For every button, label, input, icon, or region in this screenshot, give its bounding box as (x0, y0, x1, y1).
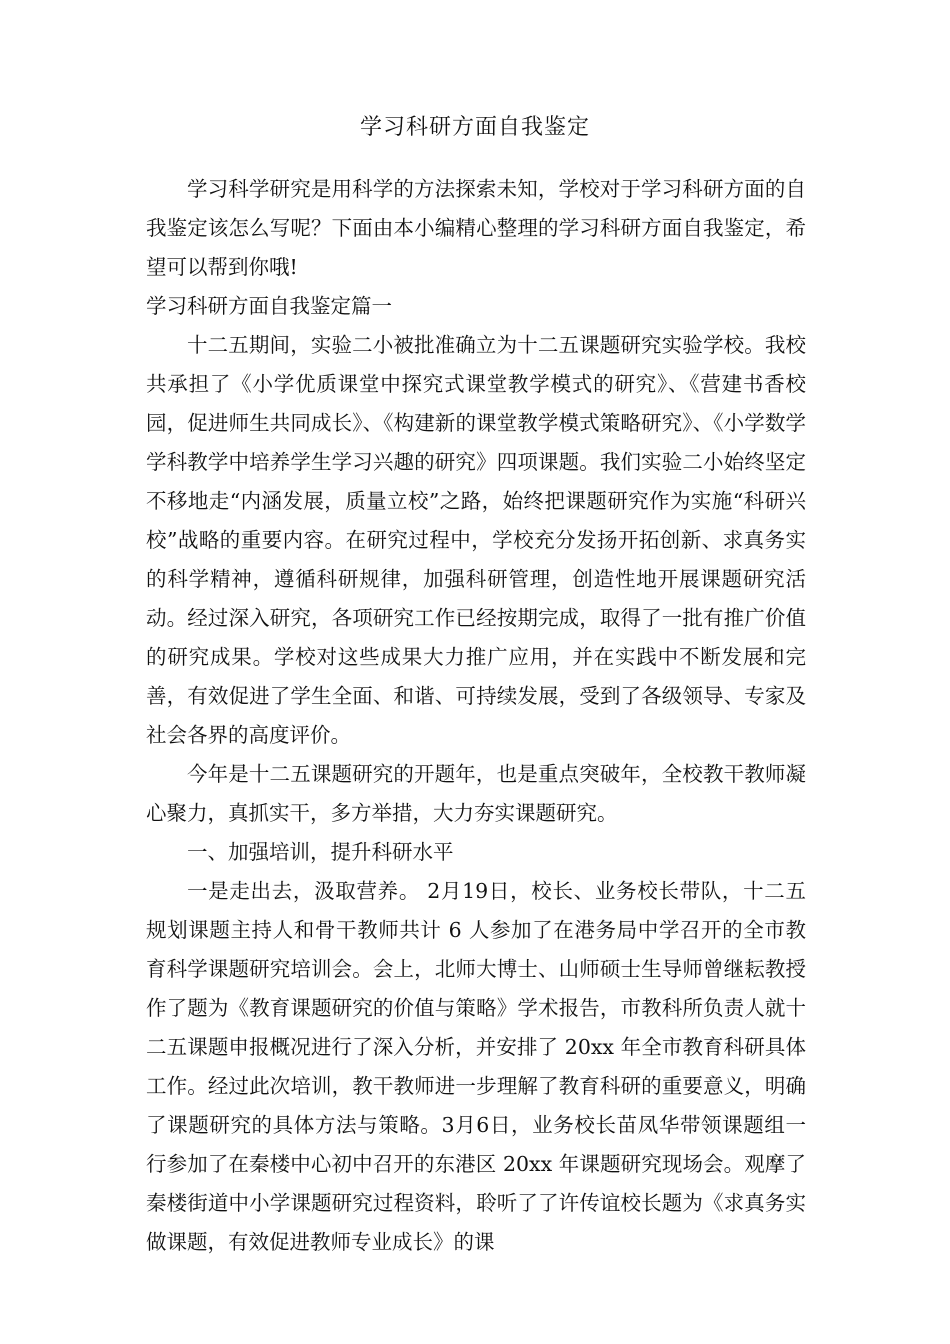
section-heading: 学习科研方面自我鉴定篇一 (146, 294, 392, 318)
body-paragraph: 一是走出去，汲取营养。 2月19日，校长、业务校长带队，十二五规划课题主持人和骨干教师共计 6 人参加了在港务局中学召开的全市教育科学课题研究培训会。会上，北师大博士、山师硕士生导师曾继耘教授作了题为《教育课题研究的价值与策略》学术报告，市教科所负责人就十二五课题申报概况进行了深入分析，并安排了 20xx 年全市教育科研具体工作。经过此次培训，教干教师进一步理解了教育科研的重要意义，明确了课题研究的具体方法与策略。3月6日，业务校长苗凤华带领课题组一行参加了在秦楼中心初中召开的东港区 20xx 年课题研究现场会。观摩了秦楼街道中小学课题研究过程资料，聆听了了许传谊校长题为《求真务实做课题，有效促进教师专业成长》的课 (146, 879, 806, 1254)
body-paragraph: 今年是十二五课题研究的开题年，也是重点突破年，全校教干教师凝心聚力，真抓实干，多方举措，大力夯实课题研究。 (146, 762, 806, 825)
body-paragraph: 十二五期间，实验二小被批准确立为十二五课题研究实验学校。我校共承担了《小学优质课堂中探究式课堂教学模式的研究》、《营建书香校园，促进师生共同成长》、《构建新的课堂教学模式策略研究》、《小学数学学科教学中培养学生学习兴趣的研究》四项课题。我们实验二小始终坚定不移地走“内涵发展，质量立校”之路，始终把课题研究作为实施“科研兴校”战略的重要内容。在研究过程中，学校充分发扬开拓创新、求真务实的科学精神，遵循科研规律，加强科研管理，创造性地开展课题研究活动。经过深入研究，各项研究工作已经按期完成，取得了一批有推广价值的研究成果。学校对这些成果大力推广应用，并在实践中不断发展和完善，有效促进了学生全面、和谐、可持续发展，受到了各级领导、专家及社会各界的高度评价。 (146, 333, 806, 747)
document-title: 学习科研方面自我鉴定 (359, 115, 590, 140)
subsection-heading: 一、加强培训，提升科研水平 (187, 840, 454, 864)
document-body (146, 170, 806, 1262)
intro-paragraph: 学习科学研究是用科学的方法探索未知，学校对于学习科研方面的自我鉴定该怎么写呢？下面由本小编精心整理的学习科研方面自我鉴定，希望可以帮到你哦! (146, 177, 806, 279)
